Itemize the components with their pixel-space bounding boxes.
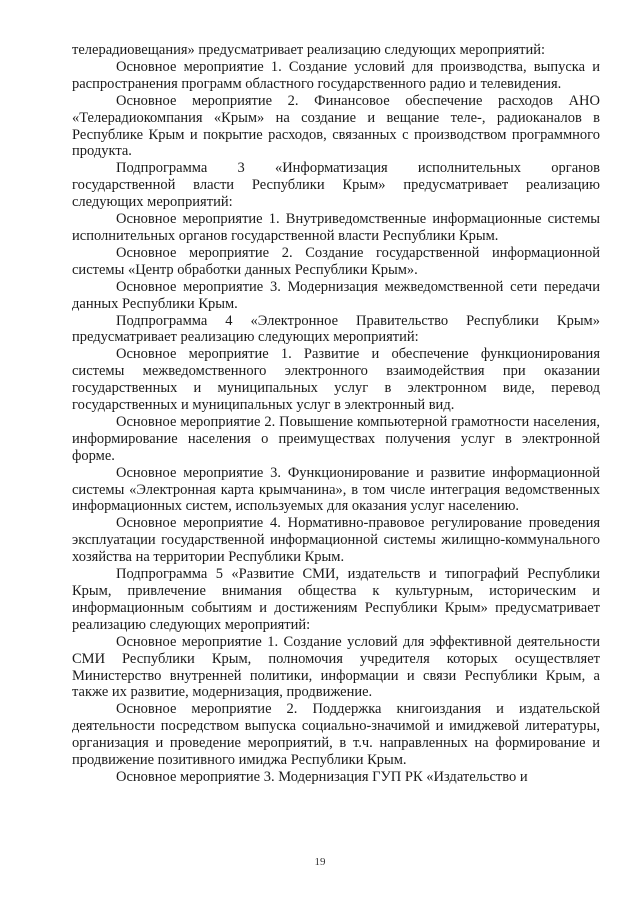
paragraph: Основное мероприятие 2. Финансовое обеспечение расходов АНО «Телерадиокомпания «Крым» на создание и вещание теле-, радиоканалов в Республике Крым и покрытие расходов, связанных с производством программного продукта. [72,92,600,160]
paragraph: Основное мероприятие 3. Модернизация ГУП РК «Издательство и [116,768,528,785]
paragraph: Основное мероприятие 3. Модернизация межведомственной сети передачи данных Республики Крым. [72,278,600,312]
paragraph-subprogram-3: Подпрограмма 3 «Информатизация исполнительных органов государственной власти Республики Крым» предусматривает реализацию следующих мероприятий: [72,160,600,211]
paragraph: Основное мероприятие 1. Развитие и обеспечение функционирования системы межведомственного электронного взаимодействия при оказании государственных и муниципальных услуг в электронном виде, перевод государственных и муниципальных услуг в электронный вид. [72,346,600,414]
paragraph: Основное мероприятие 1. Создание условий для производства, выпуска и распространения программ областного государственного радио и телевидения. [72,58,600,92]
paragraph: Основное мероприятие 1. Внутриведомственные информационные системы исполнительных органов государственной власти Республики Крым. [72,211,600,244]
page-number: 19 [314,856,326,868]
paragraph: Основное мероприятие 3. Функционирование и развитие информационной системы «Электронная карта крымчанина», в том числе интеграция ведомственных информационных систем, используемых для оказания услуг населению. [72,464,600,515]
paragraph: Основное мероприятие 4. Нормативно-правовое регулирование проведения эксплуатации государственной информационной системы жилищно-коммунального хозяйства на территории Республики Крым. [72,515,600,566]
paragraph-subprogram-5: Подпрограмма 5 «Развитие СМИ, издательств и типографий Республики Крым, привлечение внимания общества к культурным, историческим и информационным событиям и достижениям Республики Крым» предусматривает реализацию следующих мероприятий: [72,566,600,633]
paragraph-continuation: телерадиовещания» предусматривает реализацию следующих мероприятий: [72,42,546,58]
paragraph: Основное мероприятие 2. Поддержка книгоиздания и издательской деятельности посредством выпуска социально-значимой и имиджевой литературы, организация и проведение мероприятий, в т.ч. направленных на формирование и продвижение позитивного имиджа Республики Крым. [72,701,600,769]
paragraph: Основное мероприятие 2. Повышение компьютерной грамотности населения, информирование населения о преимуществах получения услуг в электронной форме. [72,413,600,464]
paragraph: Основное мероприятие 1. Создание условий для эффективной деятельности СМИ Республики Крым, полномочия учредителя которых осуществляет Министерство внутренней политики, информации и связи Республики Крым, а также их развитие, модернизация, продвижение. [72,633,600,701]
paragraph-subprogram-4: Подпрограмма 4 «Электронное Правительство Республики Крым» предусматривает реализацию следующих мероприятий: [72,312,600,346]
document-body [72,42,600,786]
paragraph: Основное мероприятие 2. Создание государственной информационной системы «Центр обработки данных Республики Крым». [72,244,600,278]
